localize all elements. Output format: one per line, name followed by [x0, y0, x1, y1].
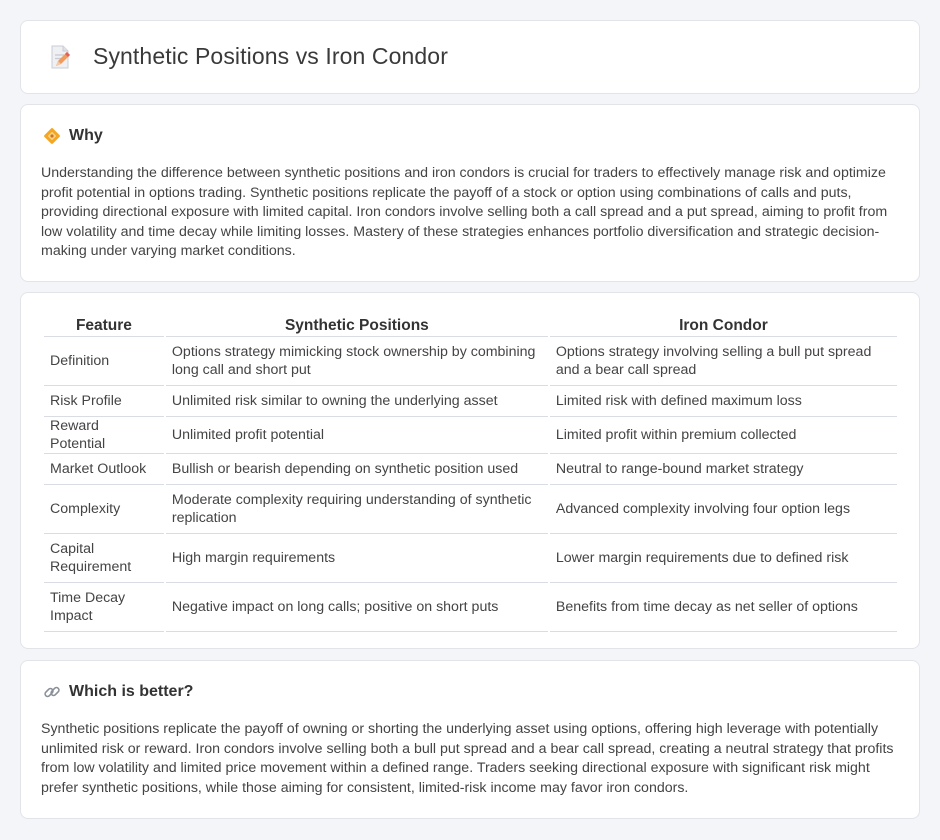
- why-heading: [43, 127, 103, 145]
- synthetic-cell: Unlimited profit potential: [166, 417, 548, 454]
- diamond-sign-icon: [43, 127, 61, 145]
- page-header: [47, 43, 448, 70]
- iron-condor-cell: Advanced complexity involving four option legs: [550, 485, 897, 534]
- iron-condor-cell: Lower margin requirements due to defined risk: [550, 534, 897, 583]
- comparison-card: [20, 292, 920, 649]
- iron-condor-cell: Limited profit within premium collected: [550, 417, 897, 454]
- synthetic-cell: Bullish or bearish depending on synthetic position used: [166, 454, 548, 485]
- synthetic-cell: Unlimited risk similar to owning the underlying asset: [166, 386, 548, 417]
- better-title: Which is better?: [69, 683, 194, 700]
- link-icon: [43, 683, 61, 701]
- table-row: [44, 386, 897, 417]
- feature-cell: Risk Profile: [44, 386, 164, 417]
- iron-condor-cell: Options strategy involving selling a bull put spread and a bear call spread: [550, 337, 897, 386]
- table-row: [44, 417, 897, 454]
- iron-condor-cell: Limited risk with defined maximum loss: [550, 386, 897, 417]
- why-text: Understanding the difference between synthetic positions and iron condors is crucial for traders to effectively manage risk and optimize profit potential in options trading. Synthetic positions replicate the payoff of a stock or option using combinations of calls and puts, providing directional exposure with limited capital. Iron condors involve selling both a call spread and a put spread, aiming to profit from low volatility and time decay while limiting losses. Mastery of these strategies enhances portfolio diversification and strategic decision-making under varying market conditions.: [41, 165, 888, 259]
- feature-cell: Market Outlook: [44, 454, 164, 485]
- header-iron-condor: Iron Condor: [550, 315, 897, 337]
- iron-condor-cell: Benefits from time decay as net seller of options: [550, 583, 897, 632]
- which-is-better-section: [20, 660, 920, 819]
- table-row: [44, 454, 897, 485]
- synthetic-cell: High margin requirements: [166, 534, 548, 583]
- iron-condor-cell: Neutral to range-bound market strategy: [550, 454, 897, 485]
- synthetic-cell: Moderate complexity requiring understanding of synthetic replication: [166, 485, 548, 534]
- table-row: [44, 485, 897, 534]
- table-row: [44, 337, 897, 386]
- feature-cell: Reward Potential: [44, 417, 164, 454]
- why-section: [20, 104, 920, 282]
- header-feature: Feature: [44, 315, 164, 337]
- header-synthetic: Synthetic Positions: [166, 315, 548, 337]
- why-title: Why: [69, 127, 103, 144]
- page-title: Synthetic Positions vs Iron Condor: [93, 43, 448, 69]
- feature-cell: Complexity: [44, 485, 164, 534]
- document-pencil-icon: [47, 44, 73, 70]
- table-row: [44, 534, 897, 583]
- better-text: Synthetic positions replicate the payoff of owning or shorting the underlying asset using options, offering high leverage with potentially unlimited risk or reward. Iron condors involve selling both a bull put spread and a bear call spread, creating a neutral strategy that profits from low volatility and limited price movement within a defined range. Traders seeking directional exposure with significant risk might prefer synthetic positions, while those aiming for consistent, limited-risk income may favor iron condors.: [41, 721, 894, 796]
- feature-cell: Definition: [44, 337, 164, 386]
- synthetic-cell: Options strategy mimicking stock ownership by combining long call and short put: [166, 337, 548, 386]
- table-header-row: [44, 315, 897, 337]
- header-card: [20, 20, 920, 94]
- feature-cell: Capital Requirement: [44, 534, 164, 583]
- synthetic-cell: Negative impact on long calls; positive on short puts: [166, 583, 548, 632]
- better-heading: [43, 683, 193, 701]
- table-row: [44, 583, 897, 632]
- comparison-table: [42, 315, 899, 632]
- feature-cell: Time Decay Impact: [44, 583, 164, 632]
